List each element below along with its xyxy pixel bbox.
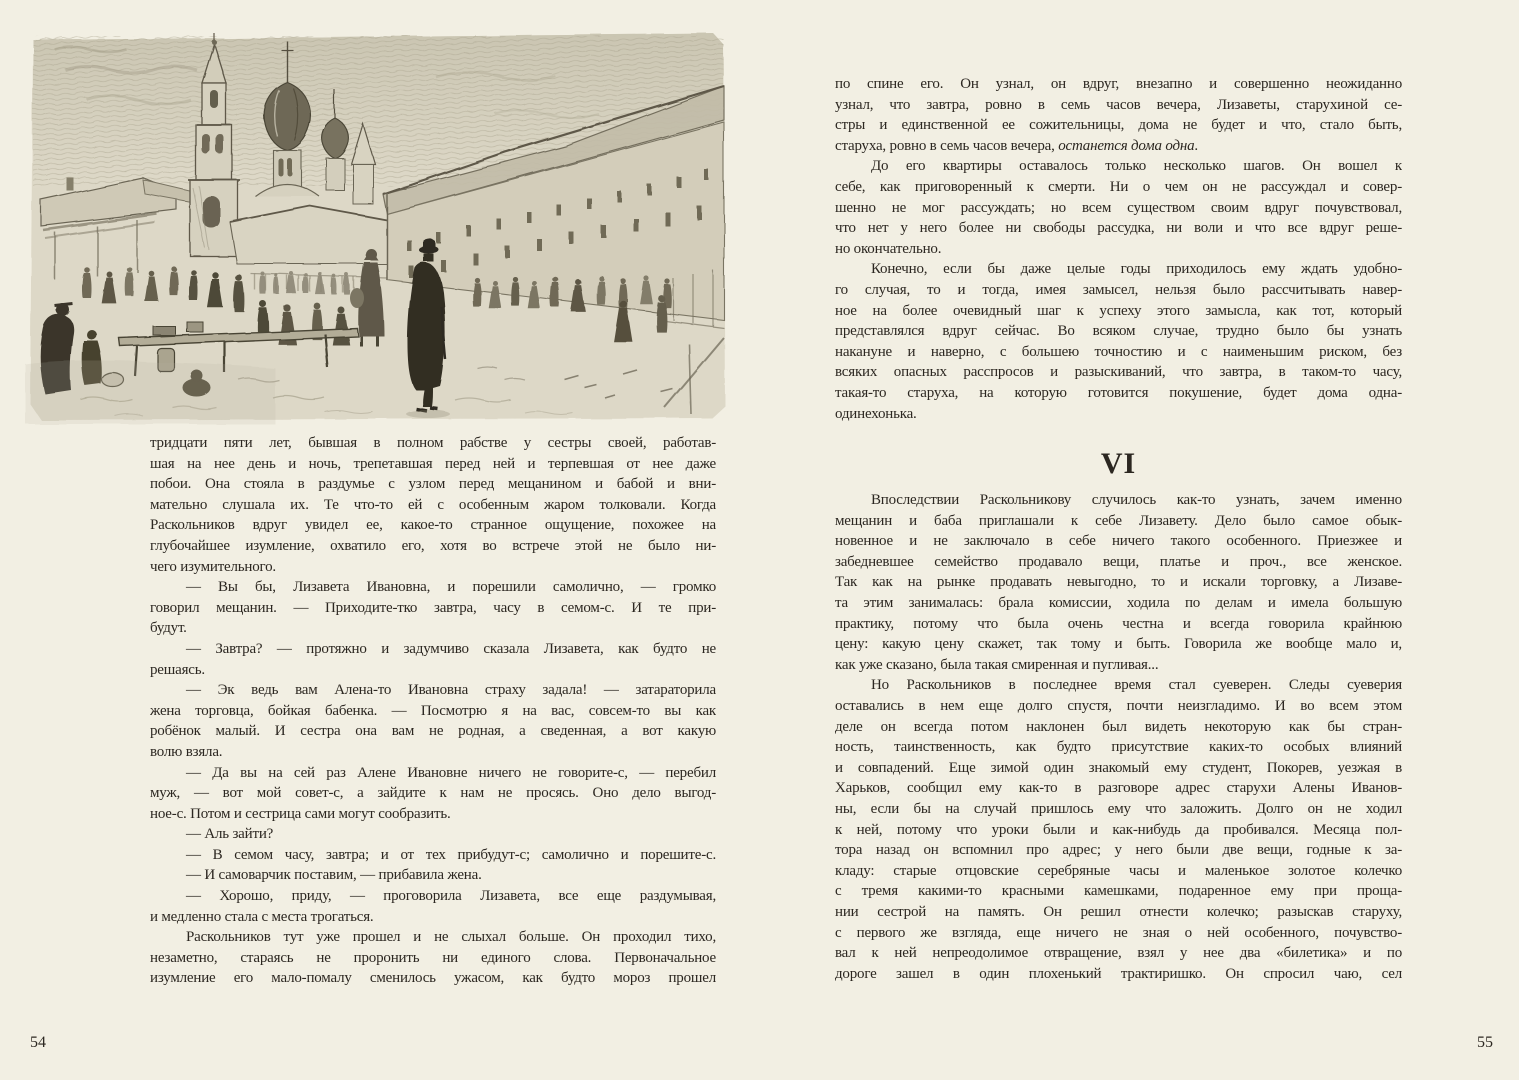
paragraph [150, 824, 716, 845]
text-line: новенное и не заключало в себе ничего такого особенного. Приезжее и [835, 533, 1402, 550]
text-line: что нет у него более ни свободы рассудка, ни воли и что все вдруг реше- [835, 220, 1402, 237]
text-line: мещанин и баба приглашали к себе Лизавету. Дело было самое обык- [835, 512, 1402, 529]
text-line: представлялся вдруг сейчас. Во всяком случае, трудно было бы узнать [835, 323, 1402, 340]
text-line: тридцати пяти лет, бывшая в полном рабстве у сестры своей, работав- [150, 435, 716, 451]
text-line: До его квартиры оставалось только несколько шагов. Он вошел к [871, 158, 1402, 175]
text-line: вал к ней непреодолимое отвращение, взял у нее два «билетика» и по [835, 945, 1402, 962]
text-line: незаметно, стараясь не проронить ни единого слова. Первоначальное [150, 949, 716, 966]
illustration-market-church-sketch [25, 28, 730, 426]
left-text-column [150, 433, 716, 989]
text-line: и медленно стала с места трогаться. [150, 908, 374, 925]
right-paragraphs-bottom [835, 490, 1402, 984]
sketch-svg [25, 28, 730, 426]
text-line: — Хорошо, приду, — проговорила Лизавета, все еще раздумывая, [186, 888, 716, 905]
paragraph [150, 639, 716, 680]
right-text-column [835, 74, 1402, 984]
text-line: Конечно, если бы даже целые годы приходилось ему ждать удобно- [871, 261, 1402, 278]
text-line: Раскольников тут уже прошел и не слыхал больше. Он проходил тихо, [186, 929, 716, 946]
text-line: мательно слушала их. Те что-то ей с особенным жаром толковали. Когда [150, 496, 716, 513]
text-line: волю взяла. [150, 743, 223, 760]
text-line: глубочайшее изумление, охватило его, хотя во встрече этой не было ни- [150, 537, 716, 554]
text-line: — Да вы на сей раз Алене Ивановне ничего не говорите-с, — перебил [186, 764, 716, 781]
page-number-right: 55 [1477, 1034, 1493, 1051]
text-line: забедневшее семейство продавало вещи, платье и проч., все женское. [835, 553, 1402, 570]
chapter-heading: VI [1100, 447, 1137, 481]
text-line: побои. Она стояла в раздумье с узлом перед мещанином и бабой и вни- [150, 476, 716, 493]
text-line: старуха, ровно в семь часов вечера, останется дома одна. [835, 137, 1198, 154]
text-line: — Аль зайти? [186, 826, 274, 843]
text-line: та этим занималась: брала комиссии, ходила по делам и имела большую [835, 595, 1402, 612]
paragraph [150, 680, 716, 762]
text-line: но окончательно. [835, 240, 942, 257]
paragraph [150, 845, 716, 866]
text-line: дороге зашел в один плохенький трактиришко. Он спросил чаю, сел [835, 965, 1402, 982]
text-line: жена торговца, бойкая бабенка. — Посмотрю я на вас, совсем-то вы как [150, 702, 716, 719]
text-line: узнал, что завтра, ровно в семь часов вечера, Лизаветы, старухиной се- [835, 96, 1402, 113]
paragraph [150, 577, 716, 639]
text-line: одинехонька. [835, 405, 917, 422]
paragraph [150, 865, 716, 886]
text-line: всяких опасных расспросов и разыскиваний, что завтра, в таком-то часу, [835, 364, 1402, 381]
text-line: как уже сказано, была такая смиренная и пугливая... [835, 656, 1159, 673]
text-line: и совпадений. Еще зимой один знакомый ему студент, Покорев, уезжая в [835, 759, 1402, 776]
text-line: — Завтра? — протяжно и задумчиво сказала Лизавета, как будто не [186, 640, 716, 657]
text-line: тора назад он вспомнил про адрес; у него были две вещи, годные к за- [835, 842, 1402, 859]
page-number-left: 54 [30, 1034, 46, 1051]
paragraph [835, 259, 1402, 424]
text-line: шая на нее день и ночь, трепетавшая перед ней и терпевшая от нее даже [150, 455, 716, 472]
text-line: с первого же взгляда, еще ничего не зная о ней особенного, почувство- [835, 924, 1402, 941]
text-line: себе, как приговоренный к смерти. Ни о чем он не рассуждал и совер- [835, 178, 1402, 195]
text-line: — Эк ведь вам Алена-то Ивановна страху задала! — затараторила [186, 682, 716, 699]
text-line: Харьков, сообщил ему как-то в разговоре адрес старухи Алены Иванов- [835, 780, 1402, 797]
text-line: будут. [150, 620, 187, 637]
text-line: с тремя какими-то красными камешками, подаренное ему при проща- [835, 883, 1402, 900]
text-line: оставались в нем еще долго спустя, почти неизгладимо. И во всем этом [835, 698, 1402, 715]
text-line: цену: какую цену скажет, так тому и быть. Говорила же вообще мало и, [835, 636, 1402, 653]
text-line: робёнок малый. И сестра она вам не родная, а сведенная, а вот какую [150, 723, 716, 740]
text-line: решаясь. [150, 661, 205, 678]
text-line: стры и единственной ее сожительницы, дома не будет и что, стало быть, [835, 117, 1402, 134]
text-line: такая-то старуха, на которую готовится покушение, будет дома одна- [835, 384, 1402, 401]
paragraph [835, 490, 1402, 675]
text-line: муж, — вот мой совет-с, а зайдите к нам не просясь. Оно дело выгод- [150, 785, 716, 802]
text-line: изумление его мало-помалу сменилось ужасом, как будто мороз прошел [150, 970, 716, 987]
text-line: говорил мещанин. — Приходите-тко завтра, часу в семом-с. И те при- [150, 599, 716, 616]
text-line: го случая, то и тогда, имея замысел, нельзя было рассчитывать навер- [835, 281, 1402, 298]
paragraph [150, 433, 716, 577]
text-line: — Вы бы, Лизавета Ивановна, и порешили самолично, — громко [186, 579, 716, 596]
text-line: — И самоварчик поставим, — прибавила жена. [186, 867, 482, 884]
text-line: — В семом часу, завтра; и от тех прибудут-с; самолично и порешите-с. [186, 846, 716, 863]
text-line: практику, потому что была очень честна и всегда говорила крайнюю [835, 615, 1402, 632]
text-line: кладу: старые отцовские серебряные часы и маленькое золотое колечко [835, 862, 1402, 879]
text-line: деле он всегда потом наклонен был видеть некоторую как бы стран- [835, 718, 1402, 735]
paragraph [150, 886, 716, 927]
text-line: ное-с. Потом и сестрица сами могут сообразить. [150, 805, 451, 822]
text-line: Но Раскольников в последнее время стал суеверен. Следы суеверия [871, 677, 1402, 694]
text-line: накануне и наверно, с большею точностию и с наименьшим риском, без [835, 343, 1402, 360]
text-line: шенно не мог рассуждать; но всем существом своим вдруг почувствовал, [835, 199, 1402, 216]
paragraph [150, 927, 716, 989]
text-line: Раскольников вдруг увидел ее, какое-то странное ощущение, похожее на [150, 517, 716, 534]
text-line: ность, таинственность, как будто присутствие каких-то особых влияний [835, 739, 1402, 756]
text-line: к ней, потому что уроки были и как-нибудь да пробивался. Месяца пол- [835, 821, 1402, 838]
text-line: Впоследствии Раскольникову случилось как-то узнать, зачем именно [871, 492, 1402, 509]
text-line: нии сестрой на память. Он решил отнести колечко; разыскав старуху, [835, 903, 1402, 920]
text-line: ны, если бы на случай пришлось ему что заложить. Долго он не ходил [835, 801, 1402, 817]
paragraph [150, 763, 716, 825]
paragraph [835, 675, 1402, 984]
text-line: Так как на рынке продавать невыгодно, то и искали торговку, а Лизаве- [835, 574, 1402, 591]
text-line: по спине его. Он узнал, он вдруг, внезапно и совершенно неожиданно [835, 76, 1402, 92]
text-line: ное на более очевидный шаг к успеху этого замысла, как тот, который [835, 302, 1402, 319]
paragraph [835, 156, 1402, 259]
right-paragraphs-top [835, 74, 1402, 424]
paragraph [835, 74, 1402, 156]
text-line: чего изумительного. [150, 558, 276, 575]
